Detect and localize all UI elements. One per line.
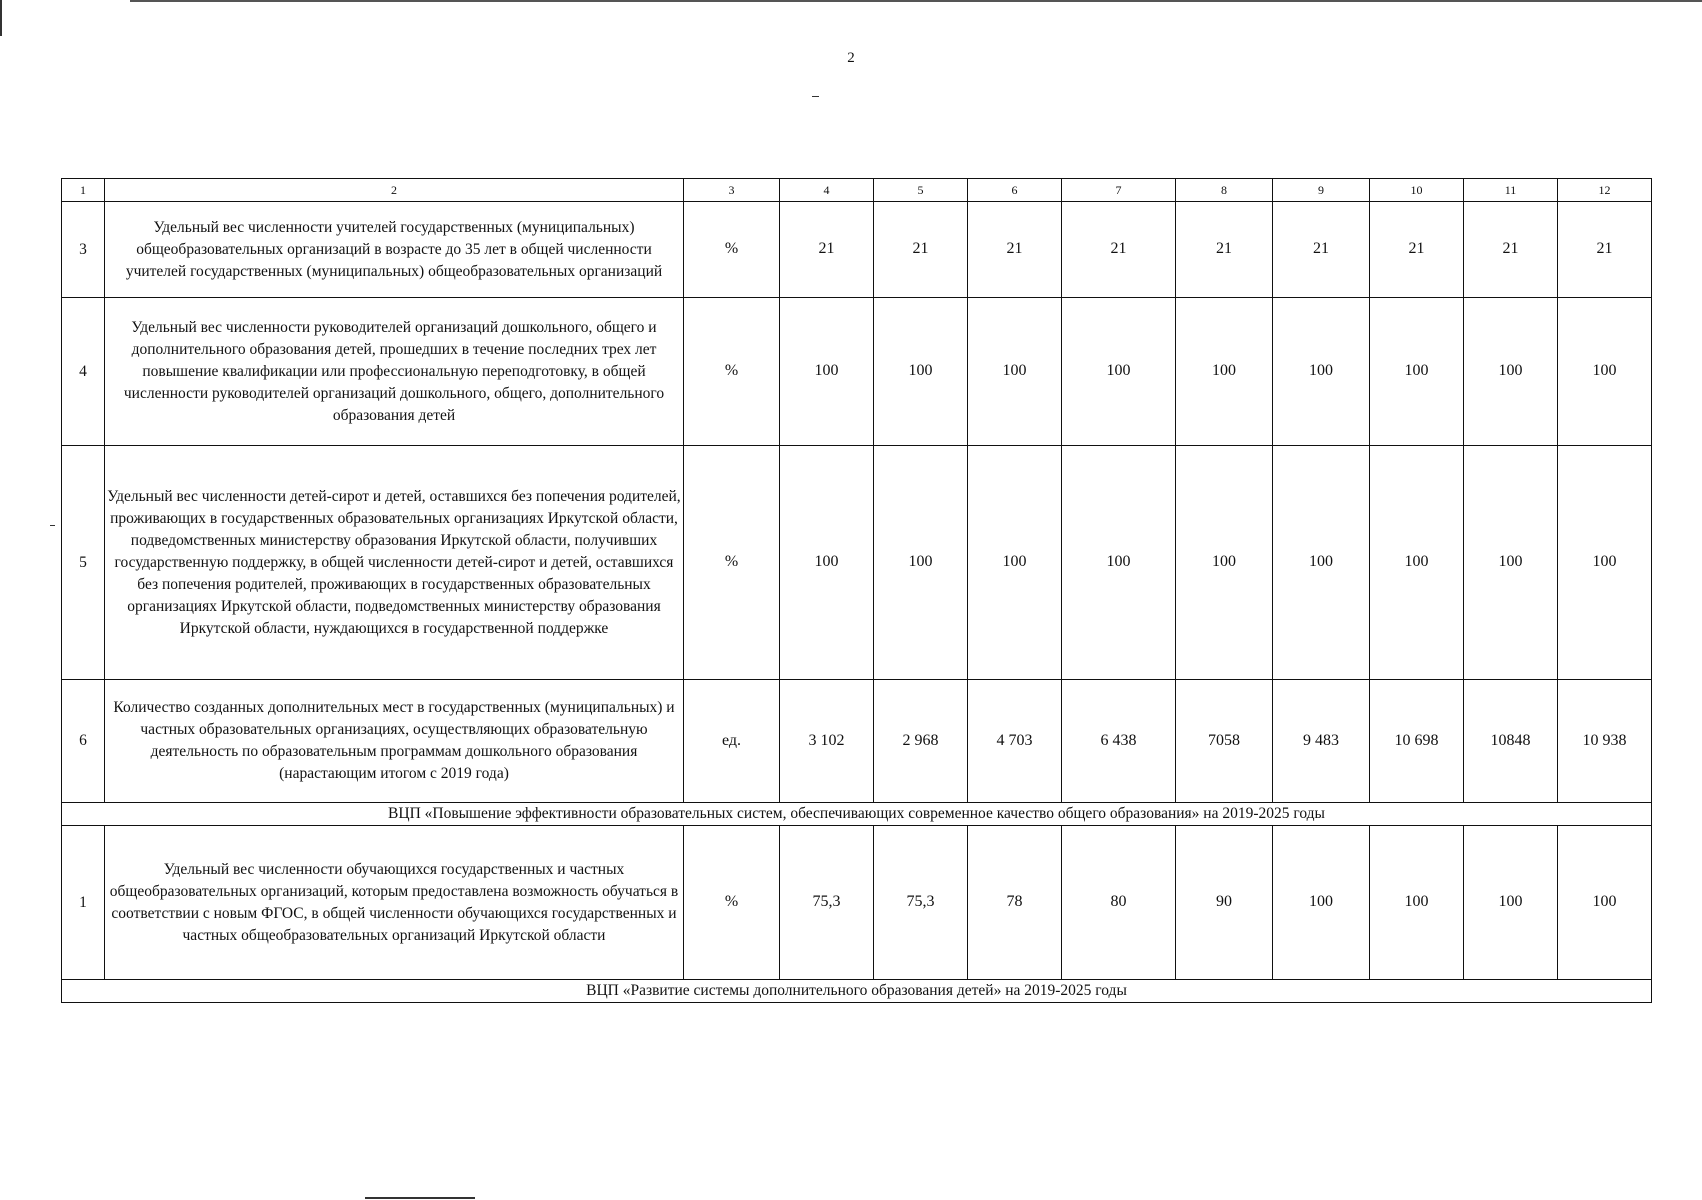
value-cell: 4 703	[968, 680, 1062, 803]
row-number: 5	[62, 446, 105, 680]
value-cell: 100	[780, 446, 874, 680]
section-header-row	[62, 803, 1652, 826]
value-cell: 21	[1176, 202, 1273, 298]
value-cell: 21	[1062, 202, 1176, 298]
value-cell: 100	[1370, 298, 1464, 446]
unit-cell: ед.	[684, 680, 780, 803]
scan-edge-mark	[0, 0, 2, 36]
value-cell: 100	[1558, 826, 1652, 980]
value-cell: 21	[968, 202, 1062, 298]
column-number: 5	[874, 179, 968, 202]
value-cell: 100	[1464, 826, 1558, 980]
value-cell: 75,3	[780, 826, 874, 980]
value-cell: 10 698	[1370, 680, 1464, 803]
value-cell: 100	[1062, 446, 1176, 680]
column-number-row	[62, 179, 1652, 202]
value-cell: 100	[1464, 446, 1558, 680]
indicators-table	[61, 178, 1652, 1003]
value-cell: 100	[1273, 826, 1370, 980]
unit-cell: %	[684, 202, 780, 298]
indicator-description: Удельный вес численности учителей государственных (муниципальных) общеобразовательных организаций в возрасте до 35 лет в общей численности учителей государственных (муниципальных) общеобразовательных организаций	[105, 202, 684, 298]
scan-bottom-mark	[365, 1197, 475, 1199]
scan-top-line	[130, 0, 1702, 2]
row-number: 1	[62, 826, 105, 980]
column-number: 10	[1370, 179, 1464, 202]
row-number: 6	[62, 680, 105, 803]
value-cell: 100	[1176, 298, 1273, 446]
table-row	[62, 680, 1652, 803]
value-cell: 21	[874, 202, 968, 298]
value-cell: 100	[1370, 446, 1464, 680]
unit-cell: %	[684, 826, 780, 980]
value-cell: 21	[1273, 202, 1370, 298]
value-cell: 100	[1176, 446, 1273, 680]
section-title: ВЦП «Развитие системы дополнительного образования детей» на 2019-2025 годы	[62, 980, 1652, 1003]
value-cell: 78	[968, 826, 1062, 980]
column-number: 3	[684, 179, 780, 202]
section-header-row	[62, 980, 1652, 1003]
indicator-description: Удельный вес численности детей-сирот и детей, оставшихся без попечения родителей, проживающих в государственных образовательных организациях Иркутской области, подведомственных министерству образования Иркутской области, получивших государственную поддержку, в общей численности детей-сирот и детей, оставшихся без попечения родителей, проживающих в государственных образовательных организациях Иркутской области, подведомственных министерству образования Иркутской области, нуждающихся в государственной поддержке	[105, 446, 684, 680]
value-cell: 100	[780, 298, 874, 446]
value-cell: 100	[1558, 298, 1652, 446]
value-cell: 100	[1273, 298, 1370, 446]
value-cell: 10 938	[1558, 680, 1652, 803]
value-cell: 100	[1370, 826, 1464, 980]
page-number: 2	[847, 50, 855, 66]
column-number: 4	[780, 179, 874, 202]
value-cell: 100	[1558, 446, 1652, 680]
value-cell: 7058	[1176, 680, 1273, 803]
value-cell: 100	[1273, 446, 1370, 680]
value-cell: 9 483	[1273, 680, 1370, 803]
scan-dash-mark	[812, 96, 819, 97]
value-cell: 100	[1464, 298, 1558, 446]
column-number: 11	[1464, 179, 1558, 202]
value-cell: 100	[968, 446, 1062, 680]
value-cell: 100	[968, 298, 1062, 446]
value-cell: 100	[1062, 298, 1176, 446]
value-cell: 21	[1558, 202, 1652, 298]
column-number: 6	[968, 179, 1062, 202]
table-row	[62, 826, 1652, 980]
table-row	[62, 298, 1652, 446]
indicator-description: Удельный вес численности обучающихся государственных и частных общеобразовательных организаций, которым предоставлена возможность обучаться в соответствии с новым ФГОС, в общей численности обучающихся государственных и частных общеобразовательных организаций Иркутской области	[105, 826, 684, 980]
column-number: 2	[105, 179, 684, 202]
row-number: 4	[62, 298, 105, 446]
column-number: 1	[62, 179, 105, 202]
value-cell: 2 968	[874, 680, 968, 803]
value-cell: 6 438	[1062, 680, 1176, 803]
value-cell: 75,3	[874, 826, 968, 980]
value-cell: 100	[874, 298, 968, 446]
row-number: 3	[62, 202, 105, 298]
value-cell: 90	[1176, 826, 1273, 980]
unit-cell: %	[684, 298, 780, 446]
value-cell: 21	[1370, 202, 1464, 298]
table-row	[62, 446, 1652, 680]
column-number: 8	[1176, 179, 1273, 202]
value-cell: 21	[780, 202, 874, 298]
value-cell: 100	[874, 446, 968, 680]
value-cell: 80	[1062, 826, 1176, 980]
column-number: 7	[1062, 179, 1176, 202]
indicator-description: Удельный вес численности руководителей организаций дошкольного, общего и дополнительного образования детей, прошедших в течение последних трех лет повышение квалификации или профессиональную переподготовку, в общей численности руководителей организаций дошкольного, общего, дополнительного образования детей	[105, 298, 684, 446]
value-cell: 3 102	[780, 680, 874, 803]
table-row	[62, 202, 1652, 298]
unit-cell: %	[684, 446, 780, 680]
scan-left-mark	[50, 525, 55, 526]
section-title: ВЦП «Повышение эффективности образовательных систем, обеспечивающих современное качество общего образования» на 2019-2025 годы	[62, 803, 1652, 826]
column-number: 9	[1273, 179, 1370, 202]
column-number: 12	[1558, 179, 1652, 202]
value-cell: 21	[1464, 202, 1558, 298]
indicator-description: Количество созданных дополнительных мест в государственных (муниципальных) и частных образовательных организациях, осуществляющих образовательную деятельность по образовательным программам дошкольного образования (нарастающим итогом с 2019 года)	[105, 680, 684, 803]
value-cell: 10848	[1464, 680, 1558, 803]
